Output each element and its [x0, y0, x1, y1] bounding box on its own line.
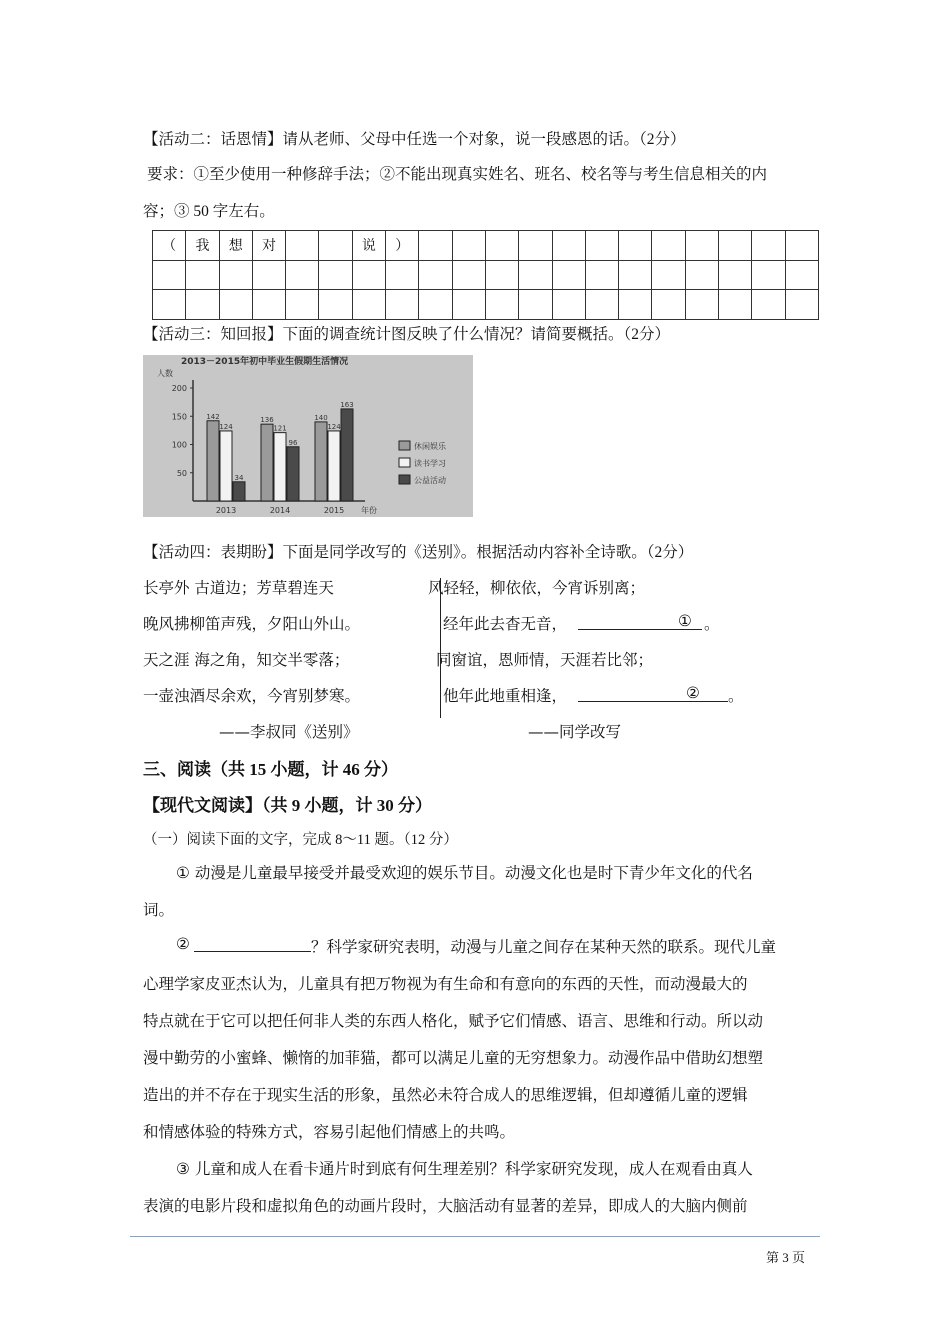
chart-data-label: 124 — [219, 422, 233, 431]
chart-data-label: 124 — [327, 422, 341, 431]
passage-p3-line1: ③ 儿童和成人在看卡通片时到底有何生理差别？科学家研究发现，成人在观看由真人 — [176, 1160, 753, 1178]
chart-ylabel: 人数 — [157, 369, 173, 378]
blank-2-marker: ② — [686, 684, 700, 702]
activity2-requirements-line2: 容；③ 50 字左右。 — [143, 203, 275, 220]
blank-2-line[interactable] — [578, 701, 728, 702]
poem-attribution-left: ——李叔同《送别》 — [219, 723, 359, 741]
grid-cell[interactable] — [419, 231, 452, 261]
footer-rule — [130, 1236, 820, 1237]
chart-bar — [274, 433, 286, 501]
activity2-requirements-line1: 要求：①至少使用一种修辞手法；②不能出现真实姓名、班名、校名等与考生信息相关的内 — [147, 166, 768, 183]
grid-cell[interactable]: 想 — [219, 231, 252, 261]
grid-cell[interactable] — [685, 231, 718, 261]
section3-heading: 三、阅读（共 15 小题，计 46 分） — [143, 760, 398, 779]
poem-right-line4: 他年此地重相逢， — [443, 687, 568, 705]
grid-cell[interactable] — [286, 231, 319, 261]
chart-y-tick-label: 200 — [171, 384, 187, 393]
grid-row — [153, 290, 819, 320]
chart-legend-swatch — [399, 441, 410, 450]
grid-cell[interactable] — [319, 231, 352, 261]
chart-data-label: 121 — [273, 424, 287, 433]
chart-y-tick-label: 50 — [176, 468, 187, 478]
blank-1-marker: ① — [678, 612, 692, 630]
grid-cell[interactable] — [619, 231, 652, 261]
passage-p2-line1: ？科学家研究表明，动漫与儿童之间存在某种天然的联系。现代儿童 — [311, 938, 777, 956]
poem-attribution-right: ——同学改写 — [528, 723, 622, 741]
grid-cell[interactable]: 对 — [252, 231, 285, 261]
page-number: 第 3 页 — [766, 1250, 806, 1265]
end-mark-2: 。 — [728, 687, 744, 705]
grid-cell[interactable] — [785, 231, 818, 261]
chart-legend-swatch — [399, 458, 410, 467]
poem-left-line4: 一壶浊酒尽余欢，今宵别梦寒。 — [143, 687, 361, 705]
chart-data-label: 34 — [234, 473, 244, 482]
passage-p1-line1: ① 动漫是儿童最早接受并最受欢迎的娱乐节目。动漫文化也是时下青少年文化的代名 — [176, 864, 753, 882]
section3-subheading: 【现代文阅读】（共 9 小题，计 30 分） — [143, 796, 432, 815]
passage-p1-line2: 词。 — [143, 901, 175, 919]
poem-right-line3: 同窗谊，恩师情，天涯若比邻； — [436, 651, 654, 669]
chart-x-tick-label: 2015 — [323, 506, 345, 515]
poem-left-line2: 晚风拂柳笛声残，夕阳山外山。 — [143, 615, 361, 633]
chart-title: 2013－2015年初中毕业生假期生活情况 — [181, 357, 349, 367]
chart-x-tick-label: 2013 — [215, 506, 237, 515]
chart-bar — [315, 422, 327, 501]
grid-cell[interactable] — [485, 231, 518, 261]
poem-left-line3: 天之涯 海之角，知交半零落； — [143, 651, 350, 669]
activity4-title: 【活动四：表期盼】下面是同学改写的《送别》。根据活动内容补全诗歌。（2分） — [143, 544, 694, 561]
grid-cell[interactable]: 说 — [352, 231, 385, 261]
grid-cell[interactable]: （ — [153, 231, 186, 261]
chart-y-tick-label: 100 — [171, 440, 187, 450]
grid-cell[interactable] — [752, 231, 785, 261]
grid-cell[interactable] — [652, 231, 685, 261]
grid-cell[interactable] — [585, 231, 618, 261]
survey-chart — [143, 355, 473, 517]
grid-row — [153, 260, 819, 290]
passage-p2-line4: 漫中勤劳的小蜜蜂、懒惰的加菲猫，都可以满足儿童的无穷想象力。动漫作品中借助幻想塑 — [143, 1049, 764, 1067]
poem-right-line1: 风轻轻，柳依依，今宵诉别离； — [428, 579, 646, 597]
passage-blank-line[interactable] — [194, 951, 311, 952]
chart-bar — [261, 424, 273, 501]
passage-p2-line2: 心理学家皮亚杰认为，儿童具有把万物视为有生命和有意向的东西的天性，而动漫最大的 — [143, 975, 748, 993]
chart-bar — [341, 409, 353, 501]
chart-bar — [233, 482, 245, 501]
chart-bar — [328, 431, 340, 501]
chart-data-label: 142 — [206, 412, 220, 421]
chart-x-tick-label: 2014 — [269, 506, 291, 515]
poem-right-line2: 经年此去杳无音， — [443, 615, 568, 633]
chart-bar — [220, 431, 232, 501]
passage-p2-line5: 造出的并不存在于现实生活的形象，虽然必未符合成人的思维逻辑，但却遵循儿童的逻辑 — [143, 1086, 748, 1104]
grid-cell[interactable] — [519, 231, 552, 261]
chart-legend-label: 公益活动 — [414, 476, 446, 485]
chart-xlabel: 年份 — [361, 506, 377, 515]
chart-bar — [207, 421, 219, 501]
grid-row — [153, 231, 819, 261]
poem-left-line1: 长亭外 古道边；芳草碧连天 — [143, 579, 334, 597]
answer-grid[interactable] — [152, 230, 819, 320]
activity3-title: 【活动三：知回报】下面的调查统计图反映了什么情况？请简要概括。（2分） — [143, 326, 671, 343]
chart-bar — [287, 447, 299, 501]
passage-p3-line2: 表演的电影片段和虚拟角色的动画片段时，大脑活动有显著的差异，即成人的大脑内侧前 — [143, 1197, 748, 1215]
chart-legend-label: 休闲娱乐 — [414, 442, 446, 451]
chart-data-label: 136 — [260, 416, 274, 425]
passage-p2-number: ② — [176, 935, 190, 953]
chart-data-label: 140 — [314, 413, 328, 422]
activity2-title: 【活动二：话恩情】请从老师、父母中任选一个对象，说一段感恩的话。（2分） — [143, 131, 686, 148]
grid-cell[interactable] — [719, 231, 752, 261]
section3-intro: （一）阅读下面的文字，完成 8～11 题。（12 分） — [143, 832, 458, 848]
grid-cell[interactable] — [552, 231, 585, 261]
end-mark-1: 。 — [704, 615, 720, 633]
chart-y-tick-label: 150 — [171, 412, 187, 422]
passage-p2-line6: 和情感体验的特殊方式，容易引起他们情感上的共鸣。 — [143, 1123, 516, 1141]
chart-svg — [143, 355, 473, 517]
grid-cell[interactable] — [452, 231, 485, 261]
chart-legend-swatch — [399, 475, 410, 484]
grid-cell[interactable]: 我 — [186, 231, 219, 261]
passage-p2-line3: 特点就在于它可以把任何非人类的东西人格化，赋予它们情感、语言、思维和行动。所以动 — [143, 1012, 764, 1030]
chart-data-label: 96 — [288, 438, 298, 447]
chart-data-label: 163 — [340, 400, 354, 409]
chart-legend-label: 读书学习 — [414, 459, 446, 468]
grid-cell[interactable]: ） — [386, 231, 419, 261]
